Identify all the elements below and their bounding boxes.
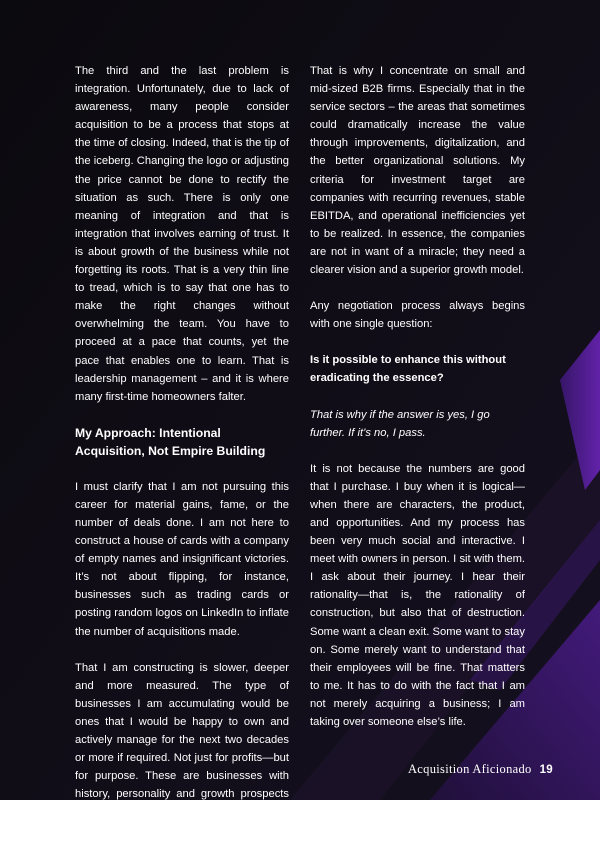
page-footer bbox=[408, 762, 553, 777]
paragraph-constructing: That I am constructing is slower, deeper and more measured. The type of businesses I am accumulating would be ones that I would be happy to own and actively manage for the next two decades or more if required. Not just for profits—but for purpose. These are businesses with history, personality and growth prospects that have yet to be fully realized. And I want to be the one who can assist in their development. bbox=[75, 661, 289, 855]
right-column bbox=[310, 62, 525, 731]
paragraph-purpose: I must clarify that I am not pursuing this career for material gains, fame, or the number of deals done. I am not here to construct a house of cards with a company of empty names and insignificant victories. It’s not about flipping, for instance, businesses such as trading cards or posting random logos on LinkedIn to inflate the number of acquisitions made. bbox=[75, 480, 289, 638]
paragraph-focus: That is why I concentrate on small and mid-sized B2B firms. Especially that in the service sectors – the areas that sometimes could dramatically increase the value through improvements, digitalization, and the better organizational solutions. My criteria for investment target are companies with recurring revenues, stable EBITDA, and operational inefficiencies yet to be realized. In essence, the companies are not in want of a miracle; they need a clearer vision and a superior growth model. bbox=[310, 65, 525, 277]
paragraph-negotiation: Any negotiation process always begins with one single question: bbox=[310, 300, 525, 331]
paragraph-buying-logic: It is not because the numbers are good that I purchase. I buy when it is logical—when there are characters, the product, and opportunities. And my process has been very much social and interactive. I meet with owners in person. I sit with them. I ask about their journey. I hear their rationality—that is, the rationality of construction, but also that of destruction. Some want a clean exit. Some want to stay on. Some merely want to understand that their employees will be fine. That matters to me. It has to do with the fact that I am not merely acquiring a business; I am taking over someone else’s life. bbox=[310, 462, 525, 728]
section-heading: My Approach: Intentional Acquisition, Not Empire Building bbox=[75, 425, 266, 458]
italic-answer: That is why if the answer is yes, I go further. If it’s no, I pass. bbox=[310, 408, 490, 439]
left-column bbox=[75, 62, 289, 858]
key-question: Is it possible to enhance this without eradicating the essence? bbox=[310, 354, 506, 385]
paragraph-integration: The third and the last problem is integration. Unfortunately, due to lack of awareness, many people consider acquisition to be a process that stops at the time of closing. Indeed, that is the tip of the iceberg. Changing the logo or adjusting the price cannot be done to rectify the situation as such. There is only one meaning of integration and that is integration that involves earning of trust. It is about growth of the business while not forgetting its roots. That is a very thin line to tread, which is to say that one has to make the right changes without overwhelming the team. You have to proceed at a pace that counts, yet the pace that enables one to learn. That is leadership management – and it is where many first-time homeowners falter. bbox=[75, 65, 289, 403]
publication-name: Acquisition Aficionado bbox=[407, 762, 532, 776]
page-number: 19 bbox=[539, 764, 553, 776]
